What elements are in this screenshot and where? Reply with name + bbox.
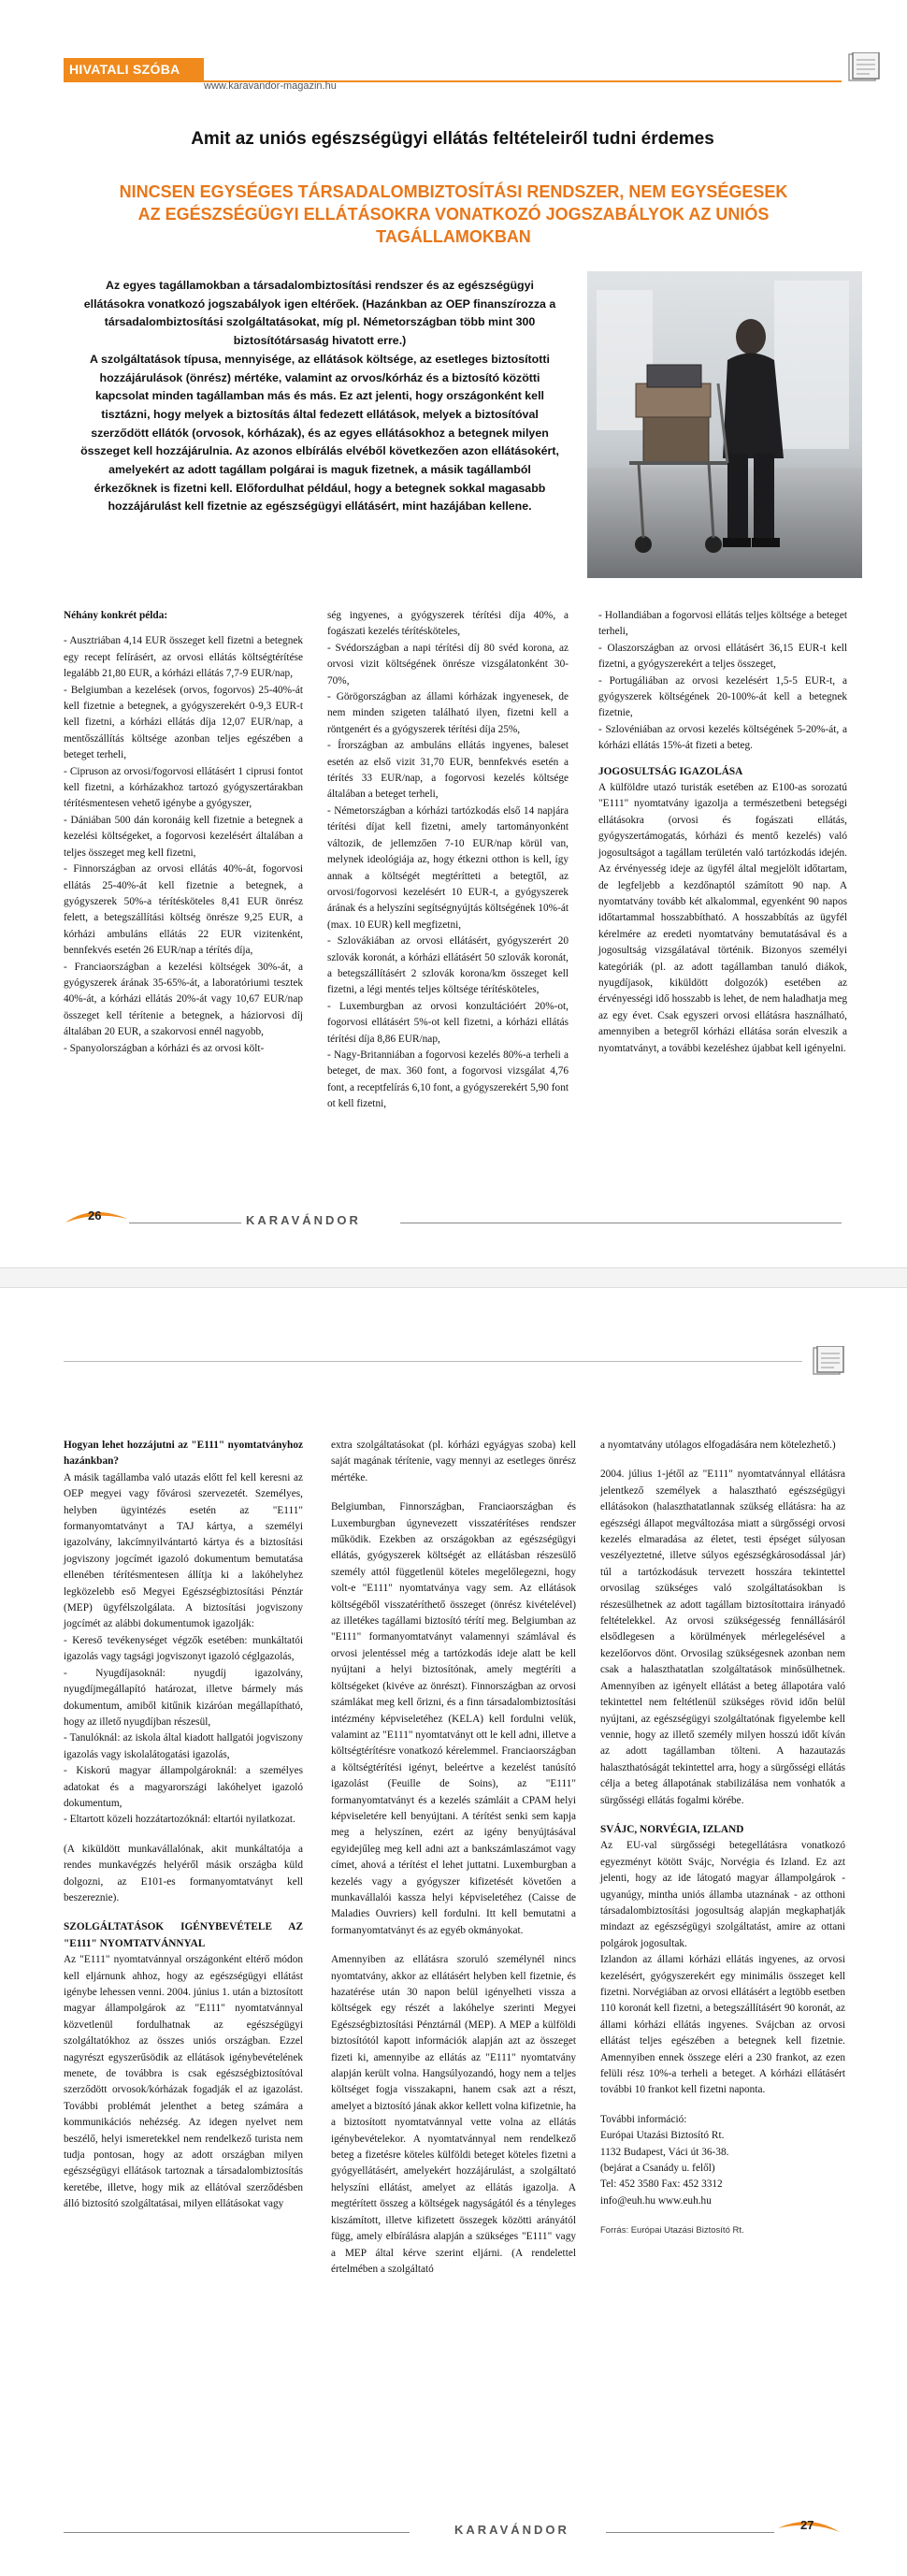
paragraph: - Ausztriában 4,14 EUR összeget kell fizetni a betegnek egy recept felírásért, az orvosi ellátás költségtérítése legalább 21,80 EUR, a kórházi ellátás 7,7-9 EUR/nap, — [64, 635, 303, 680]
paragraph-heading: JOGOSULTSÁG IGAZOLÁSA — [598, 765, 743, 777]
brand-logo: KARAVÁNDOR — [246, 1213, 361, 1227]
lead-line: társadalombiztosítási szolgáltatásokat, míg pl. Németországban több mint 300 — [104, 315, 536, 329]
paragraph: a nyomtatvány utólagos elfogadására nem kötelezhető.) — [600, 1440, 836, 1451]
paragraph: - Szlovákiában az orvosi ellátásért, gyógyszerért 20 szlovák koronát, a kórházi ellátásért 50 szlovák koronát, a betegszállításért 2 szlovák korona/km összeget kell fizetni, a légi mentés teljes költsége térítésköteles, — [327, 935, 569, 996]
lead-line: Az egyes tagállamokban a társadalombiztosítási rendszer és az egészségügyi — [106, 279, 534, 292]
paragraph — [64, 624, 303, 633]
lead-line: A szolgáltatások típusa, mennyisége, az ellátások költsége, az esetleges biztosítotti — [90, 352, 550, 366]
paragraph: Belgiumban, Finnországban, Franciaországban és Luxemburgban úgynevezett visszatérítéses rendszer működik. Ezekben az országokban az egészségügyi ellátás, gyógyszerek költségét az ellátásban részesülő személy attól függetlenül köteles megelőlegezni, hogy volt-e "E111" nyomtatványa vagy sem. Az ellátások költségéből visszatéríthető összeget (önrész kivételével) az illetékes tagállami biztosító térítí meg. Belgiumban az "E111" formanyomtatványt valamennyi számlával és orvosi jelentéssel még a tartózkodás ideje alatt be kell nyújtani a helyi biztosítónak, amely megtéríti a költségeket (kivéve az önrészt). Finnországban az orvosi számlákat meg kell őrizni, és a finn társadalombiztosítási intézmény képviseletéhez (KELA) kell fordulni velük, valamint az "E111" nyomtatványt ott le kell adni, illetve a költségtérítésre vonatkozó kérelemmel. Franciaországban a költségtérítési igényt, beleértve a kezelést tanúsító igazolást (Feuille de Soins), az "E111" formanyomtatványt és a kezelés számláit a CPAM helyi képviseletére kell benyújtani. A térítést senki sem kapja meg a helyszínen, ezért az igény benyújtásával egyidejűleg meg kell adni azt a bankszámlaszámot vagy címet, ahová a térítést el lehet juttatni. Luxemburgban a kezelés vagy a gyógyszer kifizetését követően a munkavállalói kassza helyi képviseletéhez (Caisse de Maladies Ouvriers) kell fordulni. Itt kell bemutatni a formanyomtatványt és az egyéb okmányokat. — [331, 1501, 576, 1936]
text-column-2 — [331, 1438, 576, 2278]
paragraph: - Olaszországban az orvosi ellátásért 36,15 EUR-t kell fizetni, a gyógyszerekért a teljes összeget, — [598, 642, 847, 671]
paragraph: Tel: 452 3580 Fax: 452 3312 — [600, 2178, 723, 2191]
paragraph — [600, 1809, 845, 1822]
paragraph: - Svédországban a napi térítési díj 80 svéd korona, az orvosi vizit költségének önrésze vizsgálatonként 30-70%, — [327, 642, 569, 687]
text-column-1 — [64, 1438, 303, 2213]
header-rule — [64, 80, 842, 82]
paragraph: - Eltartott közeli hozzátartozóknál: eltartói nyilatkozat. — [64, 1814, 295, 1826]
paragraph: Az "E111" nyomtatvánnyal országonként eltérő módon kell eljárnunk ahhoz, hogy az egészségügyi ellátást igénybe lehessen venni. 2004. június 1. után a biztosított magyar állampolgárok az "E111" nyomtatvánnyal közvetlenül fordulhatnak az egészségügyi szolgáltatókhoz az összes uniós országban. Ezzel nagyrészt egyszerűsödik az ellátások igénybevételének menete, de továbbra is csak egészségbiztosítóval szerződött orvosok/kórházak fogadják el az igazolást. További problémát jelenthet a beteg számára a kommunikációs nehézség. Az idegen nyelvet nem beszélő, helyi ismeretekkel nem rendelkező turista nem tudja pontosan, hogy az adott országban milyen egészségügyi ellátások tartoznak a társadalombiztosítás keretébe, illetve, hogy mik az ellátóval szerződésben álló biztosító szolgáltatásai, milyen ellátásokat vagy — [64, 1954, 303, 2210]
lead-line: érkezőknek is fizetni kell. Előfordulhat például, hogy a betegnek sokkal magasabb — [94, 481, 546, 495]
page-separator — [0, 1267, 907, 1288]
paragraph: - Cipruson az orvosi/fogorvosi ellátásért 1 ciprusi fontot kell fizetni, a kórházakhoz tartozó gyógyszertárakban térítésmentesen vehető igénybe a gyógyszer, — [64, 765, 303, 810]
paragraph: 2004. július 1-jétől az "E111" nyomtatvánnyal ellátásra jelentkező személyek a halasztható egészségügyi ellátásokon (halaszthatatlannak szükség ellátásra: ha az egészségi állapot megváltozása miatt a sürgősségi orvosi kezelés elmaradása az életet, testi épséget súlyosan veszélyeztetné, illetve súlyos egészségkárosodással jár) túl a tartózkodásuk tervezett hosszára tekintettel orvosilag szükséges való szolgáltatásokban is részesülhetnek az adott tagállam biztosítottaira irányadó feltételekkel. Az orvosi szükségesség fennállásáról elsődlegesen a körülmények mérlegelésével a kezelőorvos dönt. Orvosilag szükségesnek azonban nem csak a halaszthatatlan szolgáltatások minősülhetnek. Amennyiben az igényelt ellátást a beteg állapotára való tekintettel nem feltétlenül szükséges rövid időn belül nyújtani, az egészségügyi szolgáltatónak figyelembe kell vennie, hogy az illető személy milyen hosszú időt kíván az adott tagállamban tölteni. A hazautazás halaszthatóságát tekintettel arra, hogy a sürgősségi ellátás célja a beteg állapotának stabilizálása nem vonhatók a sürgősségi ellátás fogalmi körébe. — [600, 1469, 845, 1806]
document-icon — [812, 1346, 845, 1378]
paragraph: ség ingyenes, a gyógyszerek térítési díja 40%, a fogászati kezelés térítésköteles, — [327, 610, 569, 638]
paragraph: Izlandon az állami kórházi ellátás ingyenes, az orvosi kezelésért, gyógyszerekért egy minimális összeget kell fizetni. Norvégiában az orvosi ellátásért a legtöbb esetben 110 koronát kell fizetni, a betegszállításért 90 koronát, az állami kórházi ellátás ingyenes. Svájcban az orvosi ellátást teljes egészében a betegnek kell fizetnie. Amennyiben ennek összege eléri a 230 frankot, az ezen felüli rész 10%-a terheli a beteget. A kórházi ellátásért további 10 frankot kell fizetni naponta. — [600, 1954, 845, 2096]
lead-line: összeget kell hozzájárulnia. Az azonos elbírálás elvéből következően azon ellátásokért, — [80, 444, 559, 458]
header-rule — [64, 1361, 802, 1362]
paragraph: - Portugáliában az orvosi kezelésért 1,5-5 EUR-t, a gyógyszerek költségének 20-100%-át kell a betegnek fizetnie, — [598, 674, 847, 719]
paragraph: - Tanulóknál: az iskola által kiadott hallgatói jogviszony igazolás vagy iskolalátogatási igazolás, — [64, 1732, 303, 1760]
lead-line: szerződött ellátók (orvosok, kórházak), és az egyes ellátásokhoz a betegnek milyen — [91, 426, 549, 440]
text-column-1 — [64, 608, 303, 1057]
paragraph: - Németországban a kórházi tartózkodás első 14 napjára térítési díjat kell fizetni, amely tartományonként változik, de jellemzően 7-10 EUR/nap körül van, melynek ideológiája az, hogy étkezni otthon is kell, így annak a költségét megtérítteti a betegtől, az orvosi/fogorvosi kezelésért 10 EUR-t, a gyógyszerek árának és a helyszíni segítségnyújtás költségének 10%-át (max. 10 EUR) kell megfizetni, — [327, 804, 569, 931]
lead-line: amelyekért az adott tagállam polgárai is maguk fizetnek, a másik tagállamból — [108, 463, 531, 477]
site-url[interactable]: www.karavandor-magazin.hu — [204, 80, 337, 92]
brand-logo: KARAVÁNDOR — [454, 2523, 569, 2537]
lead-line: kapcsolat minden tagállamban más és más. Ez azt jelenti, hogy országonként kell — [95, 389, 544, 403]
text-column-3 — [598, 608, 847, 1057]
paragraph: - Kereső tevékenységet végzők esetében: munkáltatói igazolás vagy tagsági jogviszonyt igazoló céglgazolás, — [64, 1634, 303, 1663]
article-lead — [64, 277, 576, 516]
airport-trolley-photo — [587, 271, 862, 578]
subheadline-line: NINCSEN EGYSÉGES TÁRSADALOMBIZTOSÍTÁSI RENDSZER, NEM EGYSÉGESEK — [119, 182, 788, 201]
paragraph-heading: Néhány konkrét példa: — [64, 610, 168, 621]
paragraph: - Dániában 500 dán koronáig kell fizetnie a betegnek a kezelési költségeket, a fogorvosi kezelésért általában a teljes összeget meg kell fizetni, — [64, 814, 303, 859]
page-footer — [64, 2513, 842, 2551]
paragraph: A külföldre utazó turisták esetében az E100-as sorozatú "E111" nyomtatvány igazolja a természetbeni betegségi ellátásokra (orvosi és fogászati ellátás, gyógyszertámogatás, kórházi és mentő kezelés) való jogosultságot a tagállam területén való tartózkodás idején. Az érvényesség ideje az ügyfél által megjelölt időtartam, de legfeljebb a kezdőnaptól számított 90 nap. A nyomtatvány tovább két alkalommal, egyenként 90 napos időtartammal hosszabbítható. A hosszabbítás az ügyfél kérelmére az eredeti nyomtatvány bemutatásával és a jogosultság vizsgálatával történik. Bizonyos személyi kategóriák (pl. az adott tagállamban tanuló diákok, nyugdíjasok, kiküldött dolgozók) esetében az érvényességi idő hosszabb is lehet, de nem haladhatja meg az egy évet. Csak egyszeri orvosi ellátásra használható, amennyiben a betegről kórházi ellátása során elveszik a nyomtatványt, a további kezeléshez újabbat kell igényelni. — [598, 782, 847, 1054]
paragraph — [331, 1486, 576, 1499]
footer-rule — [64, 2532, 410, 2533]
paragraph: - Luxemburgban az orvosi konzultációért 20%-ot, fogorvosi ellátásért 5%-ot kell fizetni, a kórházi ellátás térítési díja 8,86 EUR/nap, — [327, 1000, 569, 1045]
page-number: 26 — [88, 1208, 102, 1223]
page-footer — [64, 1204, 842, 1241]
paragraph: - Hollandiában a fogorvosi ellátás teljes költsége a beteget terheli, — [598, 610, 847, 638]
paragraph: Az EU-val sürgősségi betegellátásra vonatkozó egyezményt kötött Svájc, Norvégia és Izland. Ez azt jelenti, hogy az ide látogató magyar állampolgárok - ugyanúgy, mintha uniós államba utaznának - az otthoni társadalombiztosítási jogosultság alapján megkaphatják mindazt az egészségügyi szolgáltatást, amire az ottani polgárok jogosultak. — [600, 1840, 845, 1949]
lead-line: biztosítótársaság hivatott erre.) — [233, 334, 407, 348]
paragraph: - Spanyolországban a kórházi és az orvosi költ- — [64, 1042, 265, 1054]
paragraph-heading: Hogyan lehet hozzájutni az "E111" nyomtatványhoz hazánkban? — [64, 1440, 303, 1468]
text-column-2 — [327, 608, 569, 1113]
footer-rule — [606, 2532, 774, 2533]
paragraph: Európai Utazási Biztosító Rt. — [600, 2130, 725, 2142]
paragraph — [600, 2099, 845, 2112]
paragraph: (A kiküldött munkavállalónak, akit munkáltatója a rendes munkavégzés helyéről másik országba küld dolgozni, az E101-es formanyomtatványt kell beszereznie). — [64, 1843, 303, 1903]
lead-line: hozzájárulások (önrész) mértéke, valamint az orvos/kórház és a biztosító közötti — [99, 370, 540, 384]
paragraph — [64, 1906, 303, 1919]
paragraph: - Franciaországban a kezelési költségek 30%-át, a gyógyszerek árának 35-65%-át, a laboratóriumi tesztek 40%-át, a kórházi ellátás 20%-át vagy 10,67 EUR/nap összeget kell térítenie a betegnek, a háziorvosi díj általában 20 EUR, a szakorvosi ennél nagyobb, — [64, 961, 303, 1038]
page-number: 27 — [800, 2518, 814, 2532]
paragraph: info@euh.hu www.euh.hu — [600, 2194, 712, 2207]
lead-line: ellátásokra vonatkozó jogszabályok igen eltérőek. (Hazánkban az OEP finanszírozza a — [83, 297, 556, 311]
paragraph: - Írországban az ambuláns ellátás ingyenes, baleset esetén az első vizit 31,70 EUR, bennfekvés esetén a térítés 33 EUR/nap, a fogorvosi kezelés költsége általában a beteget terheli, — [327, 740, 569, 801]
paragraph — [598, 755, 847, 764]
paragraph: Amennyiben az ellátásra szoruló személynél nincs nyomtatvány, akkor az ellátásért helyben kell fizetnie, és hazatérése után 30 napon belül igényelheti vissza a költségek egy részét a lakóhelye szerinti Megyei Egészségbiztosítási Pénztárnál (MEP). A MEP a külföldi biztosítótól kapott információk alapján azt az összeget fizeti ki, amennyibe az ellátás az "E111" nyomtatvány alapján került volna. Hangsúlyozandó, hogy nem a teljes költséget fogja visszakapni, hanem csak azt a részt, amelyet a biztosító jának akkor kellett volna kifizetnie, ha a biztosított nyomtatvánnyal vette volna az ellátás igénybevételekor. A nyomtatvánnyal nem rendelkező beteg a fizetésre köteles külföldi beteget köteles fizetni a gyógyellátásért, amelyekért hozzájárulást, a szolgáltató helyszíni ellátást, amelyet az ellátás igazolja. A megtérített összeg a költségek nagyságától és a tényleges kiszámított, illetve kifizetett összegek közötti arányától függ, amely elbírálásra alapján a szükséges "E111" vagy a MEP által kérve szerint eljárni. (A rendelettel értelmében a szolgáltató — [331, 1954, 576, 2275]
source-note: Forrás: Európai Utazási Biztosító Rt. — [600, 2225, 744, 2236]
paragraph: - Belgiumban a kezelések (orvos, fogorvos) 25-40%-át kell fizetnie a betegnek, a gyógyszerekért 0-9,3 EUR-t kell fizetni, a kórházi ellátás díja 12,07 EUR/nap, a mentőszállítás költsége azonban teljes egészében a beteget terheli, — [64, 684, 303, 761]
lead-line: tisztázni, hogy melyek a biztosítás által fedezett ellátások, melyek a biztosítóval — [101, 407, 539, 421]
paragraph: - Finnországban az orvosi ellátás 40%-át, fogorvosi ellátás 25-40%-át kell fizetnie a betegnek, a gyógyszerek 50%-a térítésköteles 8,41 EUR önrész felett, a betegszállítási költség önrésze 9,25 EUR, a kórházi ambuláns ellátás 22 EUR vizitenként, bennfekvés esetén 26 EUR/nap a térítés díja, — [64, 863, 303, 957]
section-tag: HIVATALI SZÓBA — [64, 58, 204, 80]
paragraph: - Nagy-Britanniában a fogorvosi kezelés 80%-a terheli a beteget, de max. 360 font, a fogorvosi vizsgálat 4,76 font, a receptfelírás 6,10 font, a gyógyszerekért 5,90 font ot kell fizetni, — [327, 1049, 569, 1110]
article-title: Amit az uniós egészségügyi ellátás feltételeiről tudni érdemes — [191, 129, 714, 149]
article-subheadline — [103, 181, 804, 248]
paragraph-heading: SVÁJC, NORVÉGIA, IZLAND — [600, 1823, 744, 1835]
subheadline-line: TAGÁLLAMOKBAN — [376, 227, 531, 246]
paragraph — [331, 1939, 576, 1952]
paragraph — [600, 1454, 845, 1467]
paragraph: - Szlovéniában az orvosi kezelés költségének 5-20%-át, a kórházi ellátás 15%-át fizeti a beteg. — [598, 723, 847, 752]
paragraph: - Nyugdíjasoknál: nyugdíj igazolvány, nyugdíjmegállapító határozat, illetve bármely más dokumentum, amiből kitűnik kizáróan megállapítható, hogy az illető nyugdíjban részesül, — [64, 1667, 303, 1728]
paragraph: extra szolgáltatásokat (pl. kórházi egyágyas szoba) kell saját magának térítenie, vagy mennyi az esetleges önrész mértéke. — [331, 1440, 576, 1483]
text-column-3 — [600, 1438, 845, 2239]
paragraph: 1132 Budapest, Váci út 36-38. — [600, 2146, 729, 2158]
paragraph: A másik tagállamba való utazás előtt fel kell keresni az OEP megyei vagy fővárosi szervezetét. Személyes, helyben ügyintézés esetén az "E111" formanyomtatványt a TAJ kártya, a személyi igazolvány, lakcímnyilvántartó kártya és a biztosítási jogviszony jogcímét igazoló dokumentum bemutatása ellenében térítésmentesen állítja ki a lakóhelyhez legközelebb eső Megyei Egészségbiztosítási Pénztár (MEP) ügyfélszolgálata. A biztosítási jogviszony jogcímét az alábbi dokumentumok igazolják: — [64, 1471, 303, 1630]
paragraph-heading: SZOLGÁLTATÁSOK IGÉNYBEVÉTELE AZ "E111" NYOMTATVÁNNYAL — [64, 1921, 303, 1949]
magazine-page-26 — [0, 0, 907, 1267]
paragraph: - Kiskorú magyar állampolgároknál: a személyes adatokat és a magyarországi lakóhelyet igazoló dokumentum, — [64, 1765, 303, 1809]
paragraph — [64, 1829, 303, 1842]
document-icon — [847, 52, 881, 84]
paragraph: - Görögországban az állami kórházak ingyenesek, de nem minden szigeten található ilyen, fizetni kell a röntgenért és a gyógyszerek térítési díja 25%, — [327, 691, 569, 735]
paragraph: (bejárat a Csanády u. felől) — [600, 2163, 715, 2175]
subheadline-line: AZ EGÉSZSÉGÜGYI ELLÁTÁSOKRA VONATKOZÓ JOGSZABÁLYOK AZ UNIÓS — [137, 205, 770, 224]
lead-line: hozzájárulást kell fizetnie az egészségügyi ellátásért, mint hazájában kellene. — [108, 499, 532, 514]
paragraph: További információ: — [600, 2113, 687, 2125]
